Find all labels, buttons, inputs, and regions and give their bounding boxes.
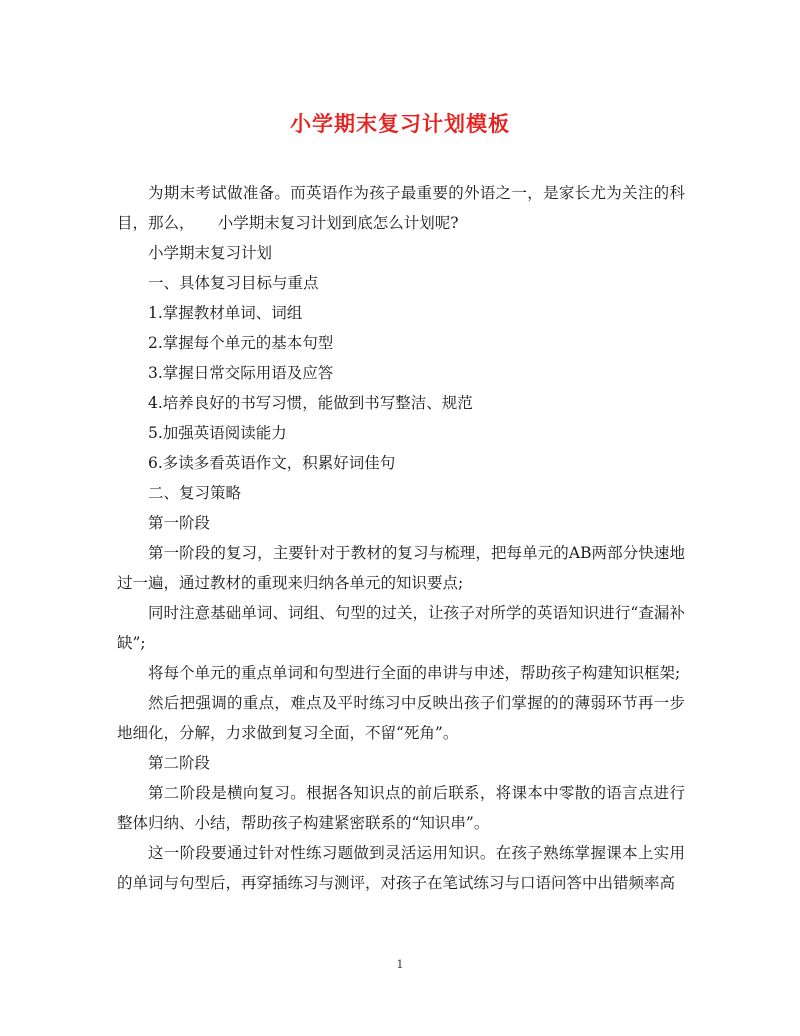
paragraph: 这一阶段要通过针对性练习题做到灵活运用知识。在孩子熟练掌握课本上实用的单词与句型后，再穿插练习与测评，对孩子在笔试练习与口语问答中出错频率高 bbox=[117, 844, 685, 892]
section-heading: 二、复习策略 bbox=[148, 484, 242, 502]
list-item: 5.加强英语阅读能力 bbox=[148, 424, 287, 442]
subsection-heading: 第二阶段 bbox=[148, 754, 211, 772]
document-title: 小学期末复习计划模板 bbox=[290, 111, 510, 136]
list-item: 4.培养良好的书写习惯，能做到书写整洁、规范 bbox=[148, 394, 473, 412]
paragraph: 第一阶段的复习，主要针对于教材的复习与梳理，把每单元的AB两部分快速地过一遍，通过教材的重现来归纳各单元的知识要点; bbox=[117, 544, 685, 592]
page-number: 1 bbox=[396, 958, 404, 971]
list-item: 1.掌握教材单词、词组 bbox=[148, 304, 303, 322]
paragraph: 小学期末复习计划 bbox=[148, 244, 273, 262]
list-item: 2.掌握每个单元的基本句型 bbox=[148, 334, 334, 352]
paragraph: 为期末考试做准备。而英语作为孩子最重要的外语之一，是家长尤为关注的科目，那么， 小学期末复习计划到底怎么计划呢? bbox=[117, 184, 685, 232]
document-body bbox=[117, 178, 685, 898]
list-item: 3.掌握日常交际用语及应答 bbox=[148, 364, 334, 382]
paragraph: 第二阶段是横向复习。根据各知识点的前后联系，将课本中零散的语言点进行整体归纳、小结，帮助孩子构建紧密联系的“知识串”。 bbox=[117, 784, 685, 832]
section-heading: 一、具体复习目标与重点 bbox=[148, 274, 319, 292]
paragraph: 将每个单元的重点单词和句型进行全面的串讲与申述，帮助孩子构建知识框架; bbox=[148, 664, 681, 682]
paragraph: 同时注意基础单词、词组、句型的过关，让孩子对所学的英语知识进行“查漏补缺”; bbox=[117, 604, 685, 652]
list-item: 6.多读多看英语作文，积累好词佳句 bbox=[148, 454, 396, 472]
subsection-heading: 第一阶段 bbox=[148, 514, 211, 532]
paragraph: 然后把强调的重点，难点及平时练习中反映出孩子们掌握的的薄弱环节再一步地细化，分解，力求做到复习全面，不留“死角”。 bbox=[117, 694, 685, 742]
